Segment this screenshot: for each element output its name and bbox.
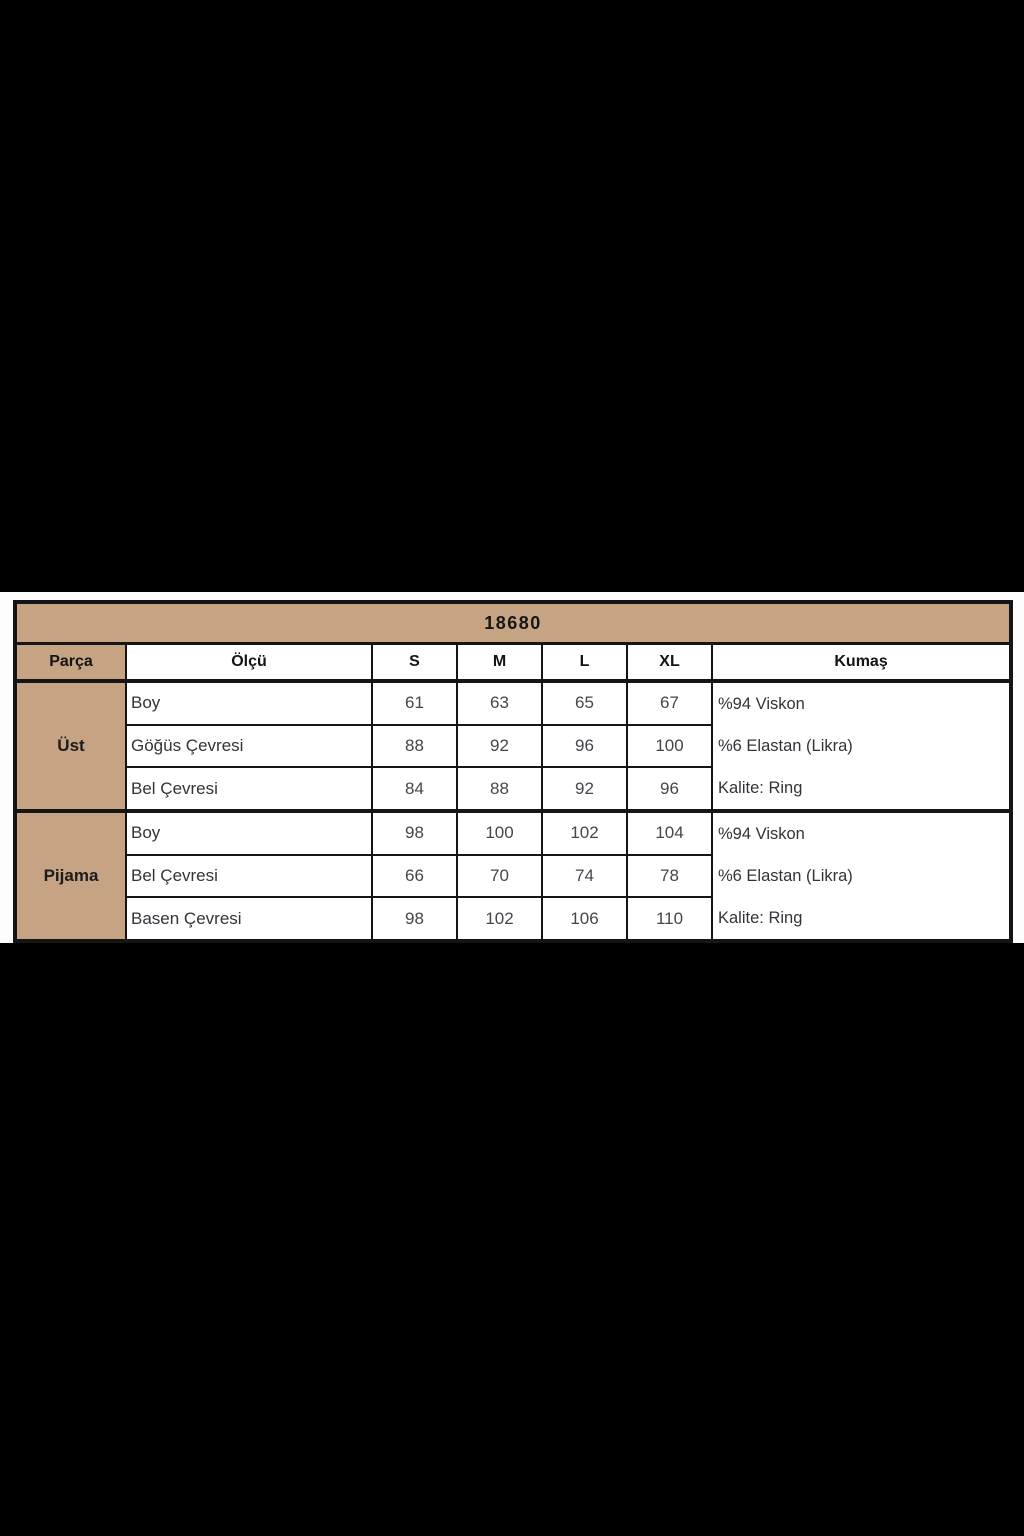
- fabric-line: Kalite: Ring: [718, 778, 803, 797]
- measure-label: Boy: [126, 681, 372, 725]
- measure-label: Basen Çevresi: [126, 897, 372, 941]
- size-value: 61: [372, 681, 457, 725]
- column-header-size-xl: XL: [627, 644, 712, 682]
- column-header-fabric: Kumaş: [712, 644, 1011, 682]
- size-value: 96: [627, 767, 712, 811]
- column-header-size-m: M: [457, 644, 542, 682]
- fabric-info-stack: [713, 813, 1009, 939]
- size-value: 98: [372, 811, 457, 855]
- size-value: 74: [542, 855, 627, 897]
- column-header-size-s: S: [372, 644, 457, 682]
- size-value: 67: [627, 681, 712, 725]
- fabric-info-stack: [713, 683, 1009, 809]
- size-chart-panel: [0, 592, 1024, 943]
- fabric-line: Kalite: Ring: [718, 908, 803, 927]
- product-code: 18680: [15, 602, 1011, 644]
- column-header-measure: Ölçü: [126, 644, 372, 682]
- size-value: 92: [542, 767, 627, 811]
- measure-label: Boy: [126, 811, 372, 855]
- size-value: 84: [372, 767, 457, 811]
- measure-label: Göğüs Çevresi: [126, 725, 372, 767]
- letterbox-top: [0, 0, 1024, 592]
- size-value: 78: [627, 855, 712, 897]
- size-value: 88: [457, 767, 542, 811]
- measure-label: Bel Çevresi: [126, 855, 372, 897]
- part-group-label-pijama: Pijama: [15, 811, 126, 941]
- fabric-line: %94 Viskon: [718, 694, 805, 713]
- fabric-line: %6 Elastan (Likra): [718, 736, 853, 755]
- size-value: 106: [542, 897, 627, 941]
- column-header-part: Parça: [15, 644, 126, 682]
- size-value: 92: [457, 725, 542, 767]
- table-row: [15, 681, 1011, 725]
- size-value: 102: [457, 897, 542, 941]
- table-header-row: [15, 644, 1011, 682]
- measure-label: Bel Çevresi: [126, 767, 372, 811]
- size-value: 66: [372, 855, 457, 897]
- size-value: 65: [542, 681, 627, 725]
- size-value: 110: [627, 897, 712, 941]
- size-value: 102: [542, 811, 627, 855]
- size-value: 70: [457, 855, 542, 897]
- fabric-line: %94 Viskon: [718, 824, 805, 843]
- size-value: 96: [542, 725, 627, 767]
- size-value: 63: [457, 681, 542, 725]
- table-row: [15, 602, 1011, 644]
- letterbox-bottom: [0, 943, 1024, 1536]
- fabric-info-cell: [712, 681, 1011, 811]
- size-value: 98: [372, 897, 457, 941]
- size-chart-table: [13, 600, 1013, 943]
- size-value: 100: [457, 811, 542, 855]
- size-value: 104: [627, 811, 712, 855]
- size-value: 100: [627, 725, 712, 767]
- table-row: [15, 811, 1011, 855]
- fabric-line: %6 Elastan (Likra): [718, 866, 853, 885]
- fabric-info-cell: [712, 811, 1011, 941]
- part-group-label-ust: Üst: [15, 681, 126, 811]
- column-header-size-l: L: [542, 644, 627, 682]
- size-value: 88: [372, 725, 457, 767]
